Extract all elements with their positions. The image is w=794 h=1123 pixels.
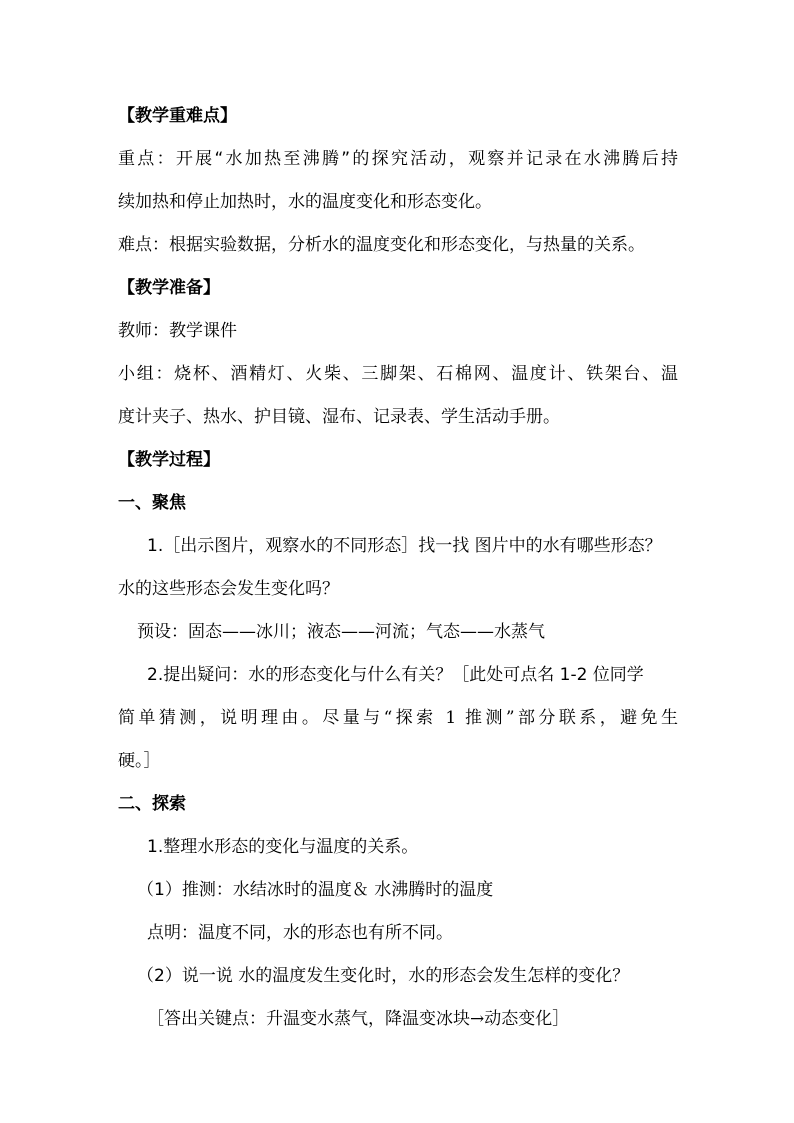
section-heading-key-points: 【教学重难点】 <box>118 106 237 126</box>
key-point-line-2: 续加热和停止加热时，水的温度变化和形态变化。 <box>118 192 492 212</box>
explore-item-1-2: （2）说一说 水的温度发生变化时，水的形态会发生怎样的变化？ <box>137 966 630 986</box>
explore-item-1-1: （1）推测：水结冰时的温度＆ 水沸腾时的温度 <box>137 880 494 900</box>
difficult-point-line: 难点：根据实验数据，分析水的温度变化和形态变化，与热量的关系。 <box>118 235 645 255</box>
focus-item-2-line-2: 简单猜测，说明理由。尽量与“探索 1 推测”部分联系，避免生 <box>118 708 678 728</box>
teacher-materials-line: 教师：教学课件 <box>118 321 237 341</box>
focus-item-2-line-3: 硬。］ <box>118 751 161 771</box>
focus-item-1-line-2: 水的这些形态会发生变化吗？ <box>118 579 339 599</box>
section-heading-preparation: 【教学准备】 <box>118 278 220 298</box>
explore-key-answer: ［答出关键点：升温变水蒸气，降温变冰块→动态变化］ <box>147 1009 570 1029</box>
section-heading-process: 【教学过程】 <box>118 450 220 470</box>
focus-item-2-line-1: 2.提出疑问：水的形态变化与什么有关？［此处可点名 1-2 位同学 <box>147 665 644 685</box>
subsection-heading-focus: 一、聚焦 <box>118 493 186 513</box>
focus-item-1-line-1: 1.［出示图片，观察水的不同形态］找一找 图片中的水有哪些形态？ <box>147 536 662 556</box>
explore-item-1: 1.整理水形态的变化与温度的关系。 <box>147 837 419 857</box>
focus-preset-answer: 预设：固态——冰川；液态——河流；气态——水蒸气 <box>137 622 545 642</box>
key-point-line-1: 重点：开展“水加热至沸腾”的探究活动，观察并记录在水沸腾后持 <box>118 149 678 169</box>
group-materials-line-2: 度计夹子、热水、护目镜、湿布、记录表、学生活动手册。 <box>118 407 560 427</box>
subsection-heading-explore: 二、探索 <box>118 794 186 814</box>
group-materials-line-1: 小组：烧杯、酒精灯、火柴、三脚架、石棉网、温度计、铁架台、温 <box>118 364 678 384</box>
explore-point-out: 点明：温度不同，水的形态也有所不同。 <box>147 923 453 943</box>
